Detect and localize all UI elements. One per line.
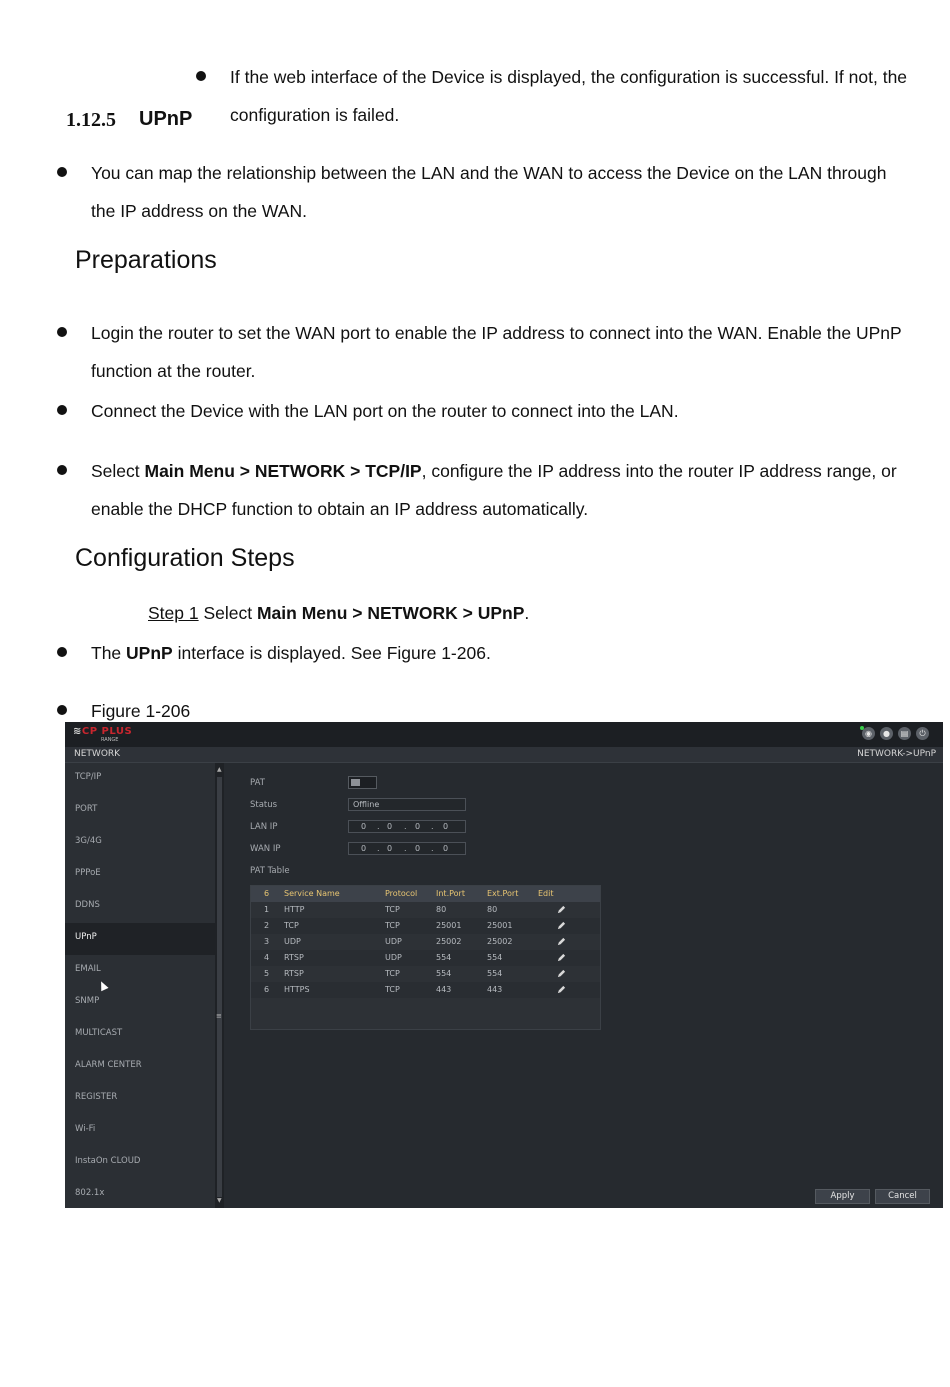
edit-pencil-icon[interactable]	[557, 985, 566, 994]
pat-table	[250, 885, 601, 1030]
step-bullet-post: interface is displayed. See Figure 1-206.	[172, 643, 491, 663]
eye-icon[interactable]: ◉	[862, 727, 875, 740]
row-int-port: 25001	[436, 921, 462, 930]
power-icon[interactable]: ⏻	[916, 727, 929, 740]
bullet-dot	[57, 647, 67, 657]
sidebar-item-multicast[interactable]: MULTICAST	[75, 1028, 123, 1038]
step1-post: .	[524, 603, 530, 623]
step1-pre: Select	[198, 603, 257, 623]
prep3-post: , configure the IP address into the router IP address range, or	[421, 461, 897, 481]
row-int-port: 554	[436, 953, 452, 962]
row-service-name: TCP	[284, 921, 299, 930]
bullet-dot	[57, 465, 67, 475]
bullet-dot	[57, 167, 67, 177]
top-bar	[65, 722, 943, 747]
lan-ip-label: LAN IP	[250, 822, 278, 832]
edit-pencil-icon[interactable]	[557, 905, 566, 914]
sidebar-item-3g4g[interactable]: 3G/4G	[75, 836, 102, 846]
row-int-port: 443	[436, 985, 452, 994]
sidebar-item-tcpip[interactable]: TCP/IP	[75, 772, 102, 782]
table-row[interactable]	[251, 902, 600, 918]
scroll-track[interactable]	[217, 777, 222, 1197]
user-icon[interactable]: ●	[880, 727, 893, 740]
row-ext-port: 80	[487, 905, 498, 914]
row-ext-port: 25001	[487, 921, 513, 930]
header-service-name: Service Name	[284, 889, 340, 898]
row-int-port: 80	[436, 905, 447, 914]
table-row[interactable]	[251, 982, 600, 998]
section-title: UPnP	[139, 108, 193, 130]
edit-pencil-icon[interactable]	[557, 969, 566, 978]
sidebar-item-register[interactable]: REGISTER	[75, 1092, 118, 1102]
menu-title: NETWORK	[74, 749, 121, 759]
row-protocol: UDP	[385, 953, 402, 962]
row-ext-port: 443	[487, 985, 503, 994]
wan-ip-label: WAN IP	[250, 844, 281, 854]
row-ext-port: 554	[487, 953, 503, 962]
intro-text-cont: the IP address on the WAN.	[91, 201, 307, 221]
row-protocol: TCP	[385, 905, 400, 914]
row-service-name: RTSP	[284, 969, 304, 978]
row-protocol: TCP	[385, 921, 400, 930]
row-ext-port: 25002	[487, 937, 513, 946]
sidebar-item-pppoe[interactable]: PPPoE	[75, 868, 101, 878]
figure-caption: Figure 1-206	[91, 701, 191, 721]
sidebar-item-snmp[interactable]: SNMP	[75, 996, 100, 1006]
config-steps-heading: Configuration Steps	[75, 544, 295, 572]
prep1-text-cont: function at the router.	[91, 361, 256, 381]
scroll-down-icon[interactable]: ▼	[217, 1197, 222, 1204]
cancel-button[interactable]: Cancel	[875, 1189, 930, 1204]
header-count: 6	[264, 889, 270, 898]
bullet-dot	[57, 327, 67, 337]
header-int-port: Int.Port	[436, 889, 465, 898]
header-protocol: Protocol	[385, 889, 418, 898]
sidebar-item-port[interactable]: PORT	[75, 804, 98, 814]
sidebar-item-wifi[interactable]: Wi-Fi	[75, 1124, 96, 1134]
row-index: 2	[264, 921, 270, 930]
apply-button[interactable]: Apply	[815, 1189, 870, 1204]
row-protocol: TCP	[385, 969, 400, 978]
table-row[interactable]	[251, 966, 600, 982]
row-index: 3	[264, 937, 270, 946]
table-row[interactable]	[251, 918, 600, 934]
edit-pencil-icon[interactable]	[557, 953, 566, 962]
prep3-text-cont: enable the DHCP function to obtain an IP address automatically.	[91, 499, 589, 519]
status-field	[348, 798, 466, 811]
row-service-name: HTTP	[284, 905, 305, 914]
row-index: 5	[264, 969, 270, 978]
sidebar-item-alarm-center[interactable]: ALARM CENTER	[75, 1060, 142, 1070]
sidebar-item-email[interactable]: EMAIL	[75, 964, 101, 974]
row-index: 4	[264, 953, 270, 962]
bullet-dot	[196, 71, 206, 81]
step-bullet-bold: UPnP	[126, 643, 173, 663]
bullet-dot	[57, 705, 67, 715]
step-bullet-text	[91, 643, 491, 663]
bullet-dot	[57, 405, 67, 415]
prep3-path: Main Menu > NETWORK > TCP/IP	[144, 461, 422, 481]
intro-text: You can map the relationship between the LAN and the WAN to access the Device on the LAN through	[91, 163, 887, 183]
step1-path: Main Menu > NETWORK > UPnP	[256, 603, 525, 623]
brand-logo: ≋CP PLUS	[73, 726, 133, 737]
preparations-heading: Preparations	[75, 246, 217, 274]
row-protocol: TCP	[385, 985, 400, 994]
row-index: 6	[264, 985, 270, 994]
step1-label: Step 1	[148, 603, 199, 623]
edit-pencil-icon[interactable]	[557, 937, 566, 946]
table-row[interactable]	[251, 934, 600, 950]
edit-pencil-icon[interactable]	[557, 921, 566, 930]
row-service-name: UDP	[284, 937, 301, 946]
prep1-text: Login the router to set the WAN port to enable the IP address to connect into the WAN. Enable the UPnP	[91, 323, 902, 343]
row-index: 1	[264, 905, 270, 914]
pat-table-label: PAT Table	[250, 866, 290, 876]
status-value: Offline	[353, 800, 380, 809]
wan-ip-field[interactable]: 0 . 0 . 0 . 0	[348, 842, 466, 855]
sidebar	[65, 763, 215, 1208]
prep3-text	[91, 461, 897, 481]
nav-bar	[65, 747, 943, 763]
section-number: 1.12.5	[66, 109, 116, 131]
pat-label: PAT	[250, 778, 265, 788]
sidebar-scrollbar[interactable]	[215, 763, 224, 1208]
upnp-screenshot	[65, 722, 943, 1208]
brand-logo-sub: RANGE	[101, 737, 119, 743]
header-edit: Edit	[538, 889, 554, 898]
menu-icon[interactable]: ▤	[898, 727, 911, 740]
prep3-pre: Select	[91, 461, 145, 481]
header-ext-port: Ext.Port	[487, 889, 519, 898]
toggle-knob	[351, 779, 360, 786]
scroll-grip-icon[interactable]: ≡	[216, 1012, 222, 1020]
step1-text	[148, 603, 529, 623]
row-protocol: UDP	[385, 937, 402, 946]
config-result-text: If the web interface of the Device is displayed, the configuration is successful. If not, the	[230, 67, 908, 87]
row-int-port: 554	[436, 969, 452, 978]
row-ext-port: 554	[487, 969, 503, 978]
pat-table-header	[251, 886, 600, 902]
config-result-text-cont: configuration is failed.	[230, 105, 400, 125]
sidebar-item-ddns[interactable]: DDNS	[75, 900, 100, 910]
prep2-text: Connect the Device with the LAN port on the router to connect into the LAN.	[91, 401, 679, 421]
pat-toggle[interactable]	[348, 776, 377, 789]
row-int-port: 25002	[436, 937, 462, 946]
row-service-name: HTTPS	[284, 985, 310, 994]
sidebar-item-upnp[interactable]: UPnP	[65, 923, 215, 955]
table-row[interactable]	[251, 950, 600, 966]
status-label: Status	[250, 800, 278, 810]
lan-ip-field[interactable]: 0 . 0 . 0 . 0	[348, 820, 466, 833]
row-service-name: RTSP	[284, 953, 304, 962]
scroll-up-icon[interactable]: ▲	[217, 766, 222, 773]
sidebar-item-8021x[interactable]: 802.1x	[75, 1188, 105, 1198]
breadcrumb: NETWORK->UPnP	[857, 749, 936, 759]
sidebar-item-instaon-cloud[interactable]: InstaOn CLOUD	[75, 1156, 141, 1166]
step-bullet-pre: The	[91, 643, 127, 663]
